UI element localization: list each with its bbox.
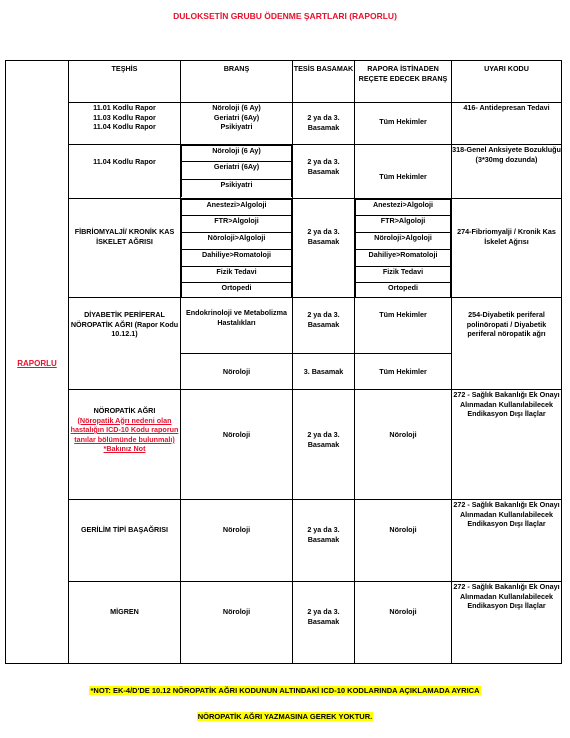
rapora-cell: Anestezi>Algoloji FTR>Algoloji Nöroloji>Algoloji Dahiliye>Romatoloji Fizik Tedavi Ortopedi: [355, 199, 452, 298]
tesis-cell: 2 ya da 3. Basamak: [293, 298, 355, 354]
footnote-line-1: *NOT: EK-4/D'DE 10.12 NÖROPATİK AĞRI KODUNUN ALTINDAKİ ICD-10 KODLARINDA AÇIKLAMADA AYRICA: [90, 686, 480, 695]
icd-note-link[interactable]: (Nöropatik Ağrı nedeni olan hastalığın ICD-10 Kodu raporun tanılar bölümünde bulunmalı): [70, 415, 179, 444]
conditions-table: [5, 60, 562, 664]
uyari-cell: 416- Antidepresan Tedavi: [452, 103, 562, 145]
header-brans: BRANŞ: [181, 61, 293, 103]
rapora-cell: Tüm Hekimler: [355, 145, 452, 199]
brans-cell: Nöroloji: [181, 582, 293, 664]
tesis-cell: 2 ya da 3. Basamak: [293, 103, 355, 145]
rapora-cell: Tüm Hekimler: [355, 354, 452, 390]
tesis-cell: 3. Basamak: [293, 354, 355, 390]
teshis-cell: 11.04 Kodlu Rapor: [69, 145, 181, 199]
rapora-cell: Tüm Hekimler: [355, 103, 452, 145]
page-title: DULOKSETİN GRUBU ÖDENME ŞARTLARI (RAPORLU): [173, 11, 397, 21]
header-row: [6, 61, 562, 103]
table-row: [6, 582, 562, 664]
table-row: [6, 500, 562, 582]
header-tesis: TESİS BASAMAK: [293, 61, 355, 103]
table-row: [6, 199, 562, 298]
uyari-cell: 254-Diyabetik periferal polinöropati / Diyabetik periferal nöropatik ağrı: [452, 298, 562, 390]
tesis-cell: 2 ya da 3. Basamak: [293, 199, 355, 298]
brans-cell: Anestezi>Algoloji FTR>Algoloji Nöroloji>Algoloji Dahiliye>Romatoloji Fizik Tedavi Ortopedi: [181, 199, 293, 298]
uyari-cell: 272 - Sağlık Bakanlığı Ek Onayı Alınmadan Kullanılabilecek Endikasyon Dışı İlaçlar: [452, 500, 562, 582]
teshis-cell: MİGREN: [69, 582, 181, 664]
footnote-line-2: NÖROPATİK AĞRI YAZMASINA GEREK YOKTUR.: [197, 712, 373, 721]
table-row: [6, 390, 562, 500]
rapora-cell: Nöroloji: [355, 582, 452, 664]
brans-cell: Nöroloji: [181, 500, 293, 582]
teshis-cell: FİBRİOMYALJİ/ KRONİK KAS İSKELET AĞRISI: [69, 199, 181, 298]
uyari-cell: 318-Genel Anksiyete Bozukluğu (3*30mg dozunda): [452, 145, 562, 199]
teshis-cell: NÖROPATİK AĞRI (Nöropatik Ağrı nedeni olan hastalığın ICD-10 Kodu raporun tanılar bölümünde bulunmalı) *Bakınız Not: [69, 390, 181, 500]
brans-cell: Nöroloji (6 Ay) Geriatri (6Ay) Psikiyatri: [181, 145, 293, 199]
brans-cell: Nöroloji: [181, 390, 293, 500]
uyari-cell: 272 - Sağlık Bakanlığı Ek Onayı Alınmadan Kullanılabilecek Endikasyon Dışı İlaçlar: [452, 390, 562, 500]
brans-cell: Nöroloji (6 Ay) Geriatri (6Ay) Psikiyatri: [181, 103, 293, 145]
header-uyari: UYARI KODU: [452, 61, 562, 103]
table-row: [6, 298, 562, 354]
brans-cell: Endokrinoloji ve Metabolizma Hastalıkları: [181, 298, 293, 354]
table-row: [6, 103, 562, 145]
uyari-cell: 272 - Sağlık Bakanlığı Ek Onayı Alınmadan Kullanılabilecek Endikasyon Dışı İlaçlar: [452, 582, 562, 664]
rapora-cell: Nöroloji: [355, 500, 452, 582]
header-rapora: RAPORA İSTİNADEN REÇETE EDECEK BRANŞ: [355, 61, 452, 103]
tesis-cell: 2 ya da 3. Basamak: [293, 145, 355, 199]
uyari-cell: 274-Fibriomyalji / Kronik Kas İskelet Ağrısı: [452, 199, 562, 298]
raporlu-label: RAPORLU: [6, 61, 69, 664]
rapora-cell: Nöroloji: [355, 390, 452, 500]
teshis-cell: 11.01 Kodlu Rapor 11.03 Kodlu Rapor 11.04 Kodlu Rapor: [69, 103, 181, 145]
teshis-cell: GERİLİM TİPİ BAŞAĞRISI: [69, 500, 181, 582]
brans-cell: Nöroloji: [181, 354, 293, 390]
tesis-cell: 2 ya da 3. Basamak: [293, 390, 355, 500]
tesis-cell: 2 ya da 3. Basamak: [293, 500, 355, 582]
table-row: [6, 145, 562, 199]
header-teshis: TEŞHİS: [69, 61, 181, 103]
teshis-cell: DİYABETİK PERİFERAL NÖROPATİK AĞRI (Rapor Kodu 10.12.1): [69, 298, 181, 390]
tesis-cell: 2 ya da 3. Basamak: [293, 582, 355, 664]
see-note-link[interactable]: *Bakınız Not: [103, 444, 146, 453]
rapora-cell: Tüm Hekimler: [355, 298, 452, 354]
